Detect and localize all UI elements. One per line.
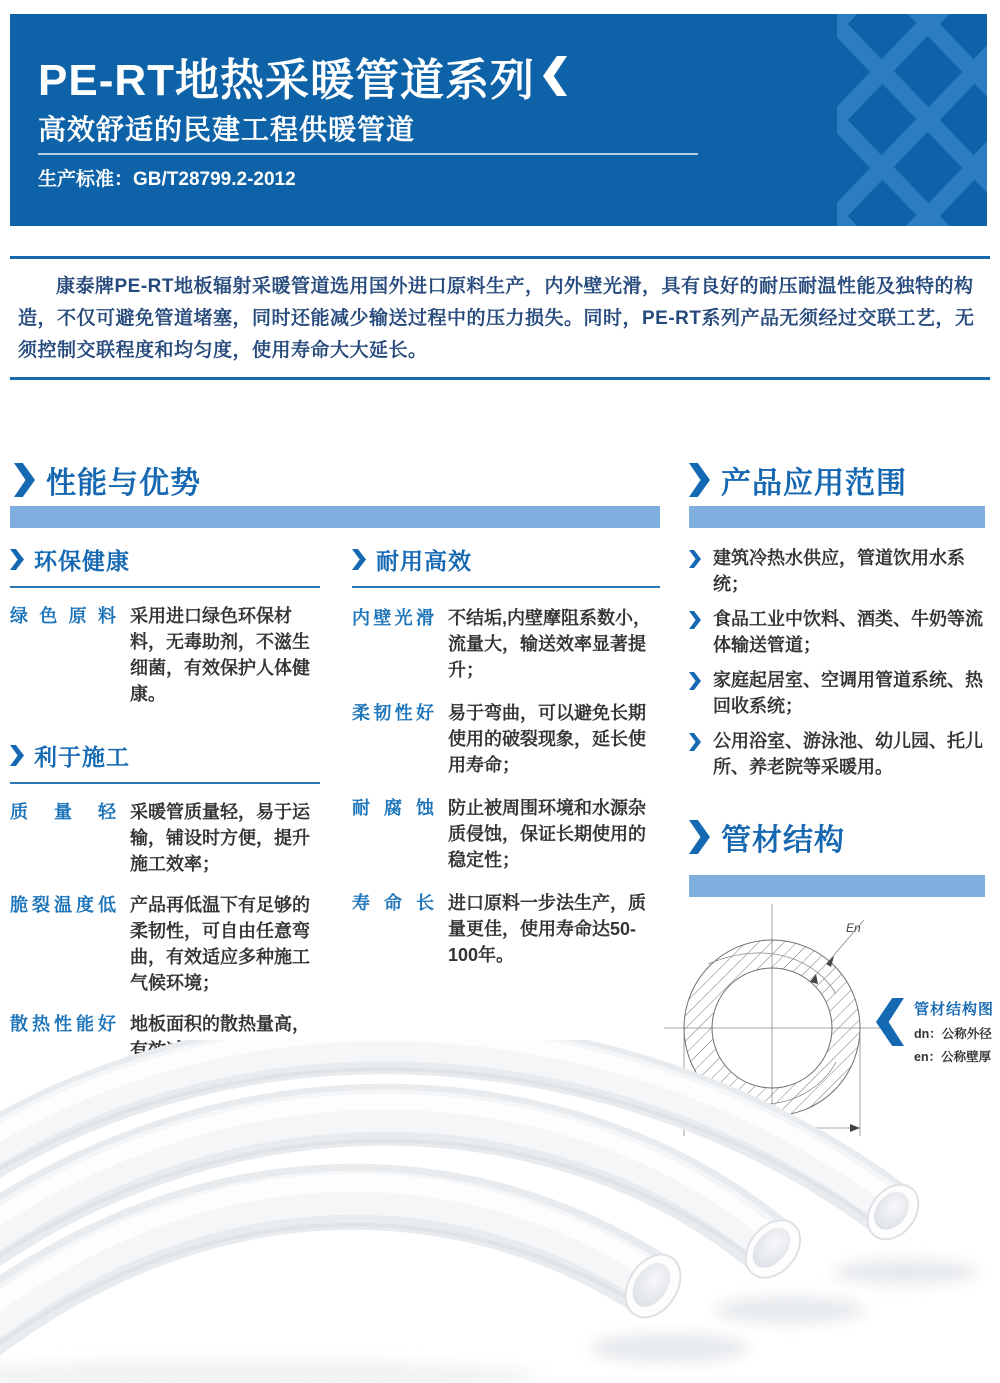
subsection-title: 环保健康	[34, 548, 130, 574]
feature-item	[352, 605, 660, 683]
section-title-performance: 性能与优势	[46, 467, 201, 500]
chevron-right-icon	[689, 550, 701, 568]
feature-text: 采用进口绿色环保材料，无毒助剂，不滋生细菌，有效保护人体健康。	[130, 606, 310, 704]
application-item	[689, 545, 989, 597]
callout-title: 管材结构图	[914, 1001, 995, 1018]
chevron-right-icon	[352, 549, 366, 570]
section-accent-bar	[689, 875, 985, 897]
header-banner	[10, 14, 987, 226]
feature-text: 防止被周围环境和水源杂质侵蚀，保证长期使用的稳定性；	[448, 798, 646, 870]
pipe-front	[0, 1183, 653, 1383]
production-standard: 生产标准：GB/T28799.2-2012	[38, 169, 296, 190]
feature-text: 进口原料一步法生产，质量更佳，使用寿命达50-100年。	[448, 893, 646, 965]
chevron-left-icon	[876, 998, 904, 1046]
application-text: 建筑冷热水供应，管道饮用水系统；	[713, 548, 965, 594]
subsection-durable-efficient	[352, 543, 660, 576]
section-performance-heading	[14, 458, 201, 502]
chevron-pattern-decoration	[837, 14, 987, 226]
chevron-right-icon	[689, 611, 701, 629]
callout-en-definition: en：公称壁厚	[914, 1050, 992, 1064]
chevron-right-icon	[689, 733, 701, 751]
bottom-rule	[10, 377, 990, 380]
feature-item	[10, 603, 320, 707]
pipe-shadows	[0, 1259, 977, 1383]
feature-label: 绿色原料	[10, 606, 116, 626]
feature-item	[10, 799, 320, 877]
feature-text: 采暖管质量轻，易于运输，铺设时方便，提升施工效率；	[130, 802, 310, 874]
chevron-right-icon	[689, 463, 710, 497]
intro-paragraph: 康泰牌PE-RT地板辐射采暖管道选用国外进口原料生产，内外壁光滑，具有良好的耐压耐温性能及独特的构造，不仅可避免管道堵塞，同时还能减少输送过程中的压力损失。同时，PE-RT系列产品无须经过交联工艺，无须控制交联程度和均匀度，使用寿命大大延长。	[18, 276, 975, 361]
feature-item	[352, 890, 660, 968]
feature-text: 产品再低温下有足够的柔韧性，可自由任意弯曲，有效适应多种施工气候环境；	[130, 895, 310, 993]
application-item	[689, 728, 989, 780]
header-divider	[38, 153, 698, 155]
section-accent-bar	[10, 506, 660, 528]
application-item	[689, 606, 989, 658]
page-subtitle: 高效舒适的民建工程供暖管道	[38, 114, 416, 145]
chevron-right-icon	[10, 745, 24, 766]
product-pipes-photo	[0, 1040, 1000, 1383]
subsection-rule	[10, 586, 320, 588]
chevron-right-icon	[689, 820, 710, 854]
feature-item	[10, 892, 320, 996]
section-title-applications: 产品应用范围	[721, 467, 907, 500]
feature-item	[352, 795, 660, 873]
feature-column-left	[10, 543, 320, 1089]
section-title-structure: 管材结构	[721, 824, 845, 857]
feature-label: 内壁光滑	[352, 608, 434, 628]
chevron-right-icon	[689, 672, 701, 690]
page-title: PE-RT地热采暖管道系列	[38, 56, 535, 105]
section-applications-heading	[689, 458, 907, 502]
feature-label: 散热性能好	[10, 1014, 116, 1034]
subsection-eco-health	[10, 543, 320, 576]
subsection-rule	[10, 782, 320, 784]
feature-item	[352, 700, 660, 778]
application-item	[689, 667, 989, 719]
feature-text: 地板面积的散热量高，有效减少盘管长度，降低工程造价。	[130, 1014, 310, 1086]
outer-diameter-label: dn	[734, 1109, 748, 1123]
feature-label: 寿命长	[352, 893, 434, 913]
subsection-rule	[352, 586, 660, 588]
top-rule	[10, 256, 990, 259]
section-structure	[689, 815, 985, 897]
feature-text: 不结垢,内壁摩阻系数小，流量大，输送效率显著提升；	[448, 608, 651, 680]
application-text: 家庭起居室、空调用管道系统、热回收系统；	[713, 670, 983, 716]
wall-thickness-label: En	[846, 921, 861, 935]
application-text: 公用浴室、游泳池、幼儿园、托儿所、养老院等采暖用。	[713, 731, 983, 777]
application-text: 食品工业中饮料、酒类、牛奶等流体输送管道；	[713, 609, 983, 655]
callout-dn-definition: dn：公称外径	[914, 1027, 992, 1041]
feature-label: 耐腐蚀	[352, 798, 434, 818]
section-structure-heading	[689, 815, 985, 859]
subsection-easy-construction	[10, 739, 320, 772]
subsection-title: 利于施工	[34, 744, 130, 770]
title-left-chevron-icon	[543, 56, 567, 96]
applications-list	[689, 543, 989, 780]
chevron-right-icon	[14, 463, 35, 497]
feature-label: 柔韧性好	[352, 703, 434, 723]
feature-label: 质量轻	[10, 802, 116, 822]
feature-label: 脆裂温度低	[10, 895, 116, 915]
subsection-title: 耐用高效	[376, 548, 472, 574]
feature-column-middle	[352, 543, 660, 968]
feature-text: 易于弯曲，可以避免长期使用的破裂现象，延长使用寿命；	[448, 703, 646, 775]
chevron-right-icon	[10, 549, 24, 570]
section-accent-bar	[689, 506, 985, 528]
